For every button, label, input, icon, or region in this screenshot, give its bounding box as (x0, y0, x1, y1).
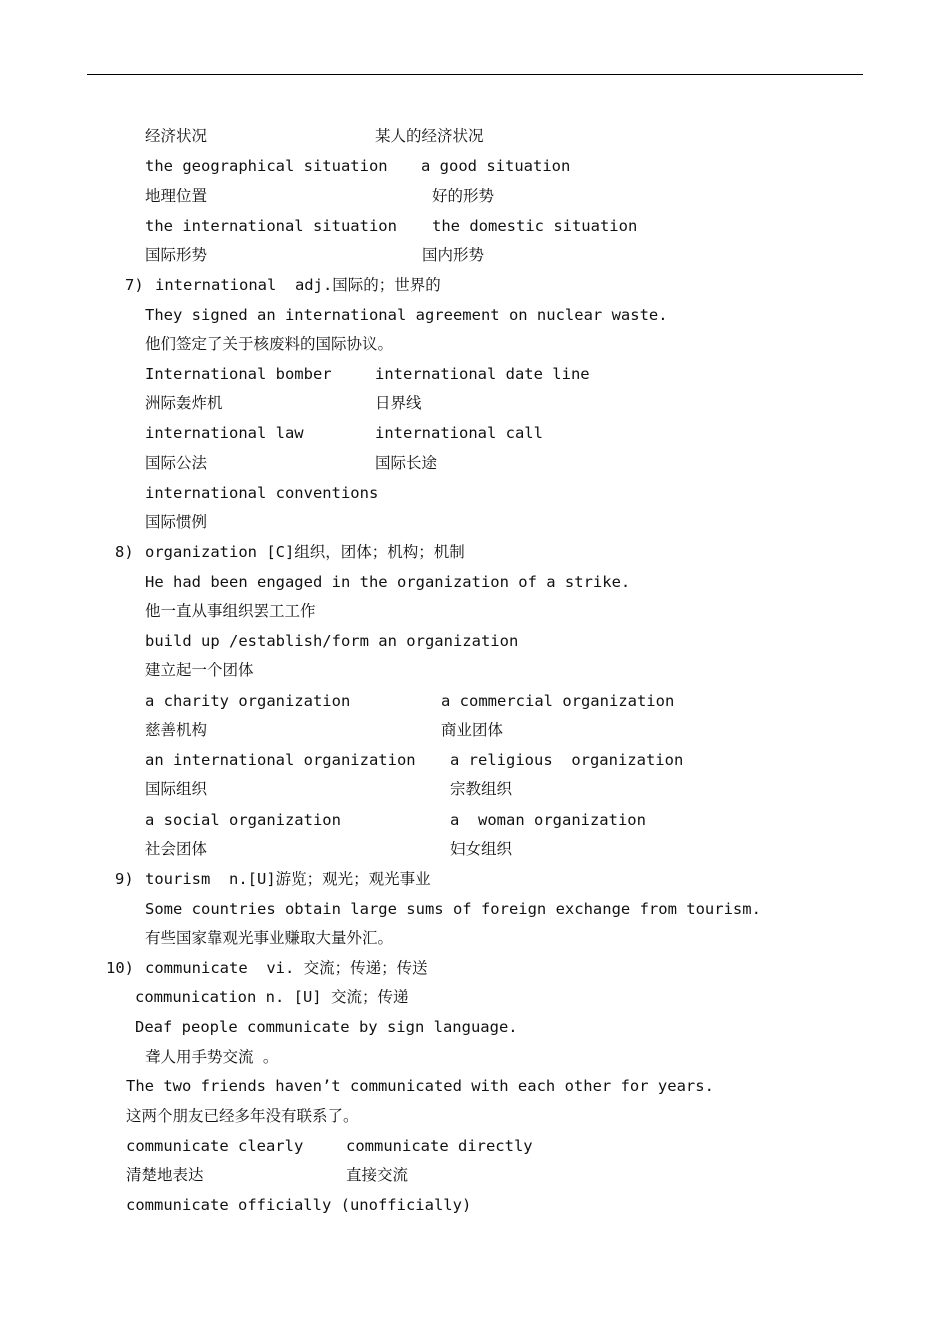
text-line: international date line (375, 365, 590, 383)
text-line: 他一直从事组织罢工工作 (145, 602, 316, 620)
text-line: communicate officially (unofficially) (126, 1196, 472, 1214)
text-line: build up /establish/form an organization (145, 632, 519, 650)
text-line: a religious organization (450, 751, 684, 769)
text-line: international call (375, 424, 543, 442)
header-rule (87, 74, 863, 75)
text-line: international law (145, 424, 304, 442)
text-line: 国际惯例 (145, 513, 208, 531)
text-line: international conventions (145, 484, 379, 502)
text-line: 这两个朋友已经多年没有联系了。 (126, 1107, 359, 1125)
entry-number: 7) (125, 276, 144, 294)
text-line: communication n. [U] 交流；传递 (135, 988, 409, 1006)
text-line: 地理位置 (145, 187, 208, 205)
text-line: 国际长途 (375, 454, 438, 472)
text-line: 建立起一个团体 (145, 661, 254, 679)
text-line: a woman organization (450, 811, 646, 829)
text-line: 社会团体 (145, 840, 208, 858)
text-line: 某人的经济状况 (375, 127, 484, 145)
entry-headword: organization [C]组织，团体；机构；机制 (145, 543, 465, 561)
text-line: International bomber (145, 365, 332, 383)
text-line: 洲际轰炸机 (145, 394, 223, 412)
text-line: Some countries obtain large sums of foreign exchange from tourism. (145, 900, 761, 918)
text-line: communicate clearly (126, 1137, 304, 1155)
text-line: 他们签定了关于核废料的国际协议。 (145, 335, 394, 353)
text-line: He had been engaged in the organization of a strike. (145, 573, 631, 591)
text-line: 聋人用手势交流 。 (145, 1048, 279, 1066)
text-line: Deaf people communicate by sign language. (135, 1018, 518, 1036)
text-line: a good situation (421, 157, 571, 175)
text-line: 国内形势 (422, 246, 485, 264)
text-line: 商业团体 (441, 721, 504, 739)
entry-number: 9) (115, 870, 134, 888)
entry-number: 10) (106, 959, 134, 977)
text-line: The two friends haven’t communicated with each other for years. (126, 1077, 714, 1095)
text-line: the domestic situation (432, 217, 638, 235)
entry-number: 8) (115, 543, 134, 561)
text-line: They signed an international agreement on nuclear waste. (145, 306, 668, 324)
text-line: a social organization (145, 811, 341, 829)
text-line: 直接交流 (346, 1166, 409, 1184)
text-line: communicate directly (346, 1137, 533, 1155)
text-line: 宗教组织 (450, 780, 513, 798)
text-line: a commercial organization (441, 692, 675, 710)
entry-headword: tourism n.[U]游览；观光；观光事业 (145, 870, 431, 888)
text-line: 国际形势 (145, 246, 208, 264)
text-line: 经济状况 (145, 127, 208, 145)
text-line: 慈善机构 (145, 721, 208, 739)
text-line: 日界线 (375, 394, 422, 412)
text-line: 有些国家靠观光事业赚取大量外汇。 (145, 929, 394, 947)
text-line: an international organization (145, 751, 416, 769)
text-line: 国际公法 (145, 454, 208, 472)
text-line: the international situation (145, 217, 397, 235)
entry-headword: international adj.国际的；世界的 (155, 276, 441, 294)
text-line: 国际组织 (145, 780, 208, 798)
text-line: 妇女组织 (450, 840, 513, 858)
text-line: 好的形势 (432, 187, 495, 205)
entry-headword: communicate vi. 交流；传递；传送 (145, 959, 428, 977)
text-line: the geographical situation (145, 157, 388, 175)
text-line: a charity organization (145, 692, 351, 710)
text-line: 清楚地表达 (126, 1166, 204, 1184)
